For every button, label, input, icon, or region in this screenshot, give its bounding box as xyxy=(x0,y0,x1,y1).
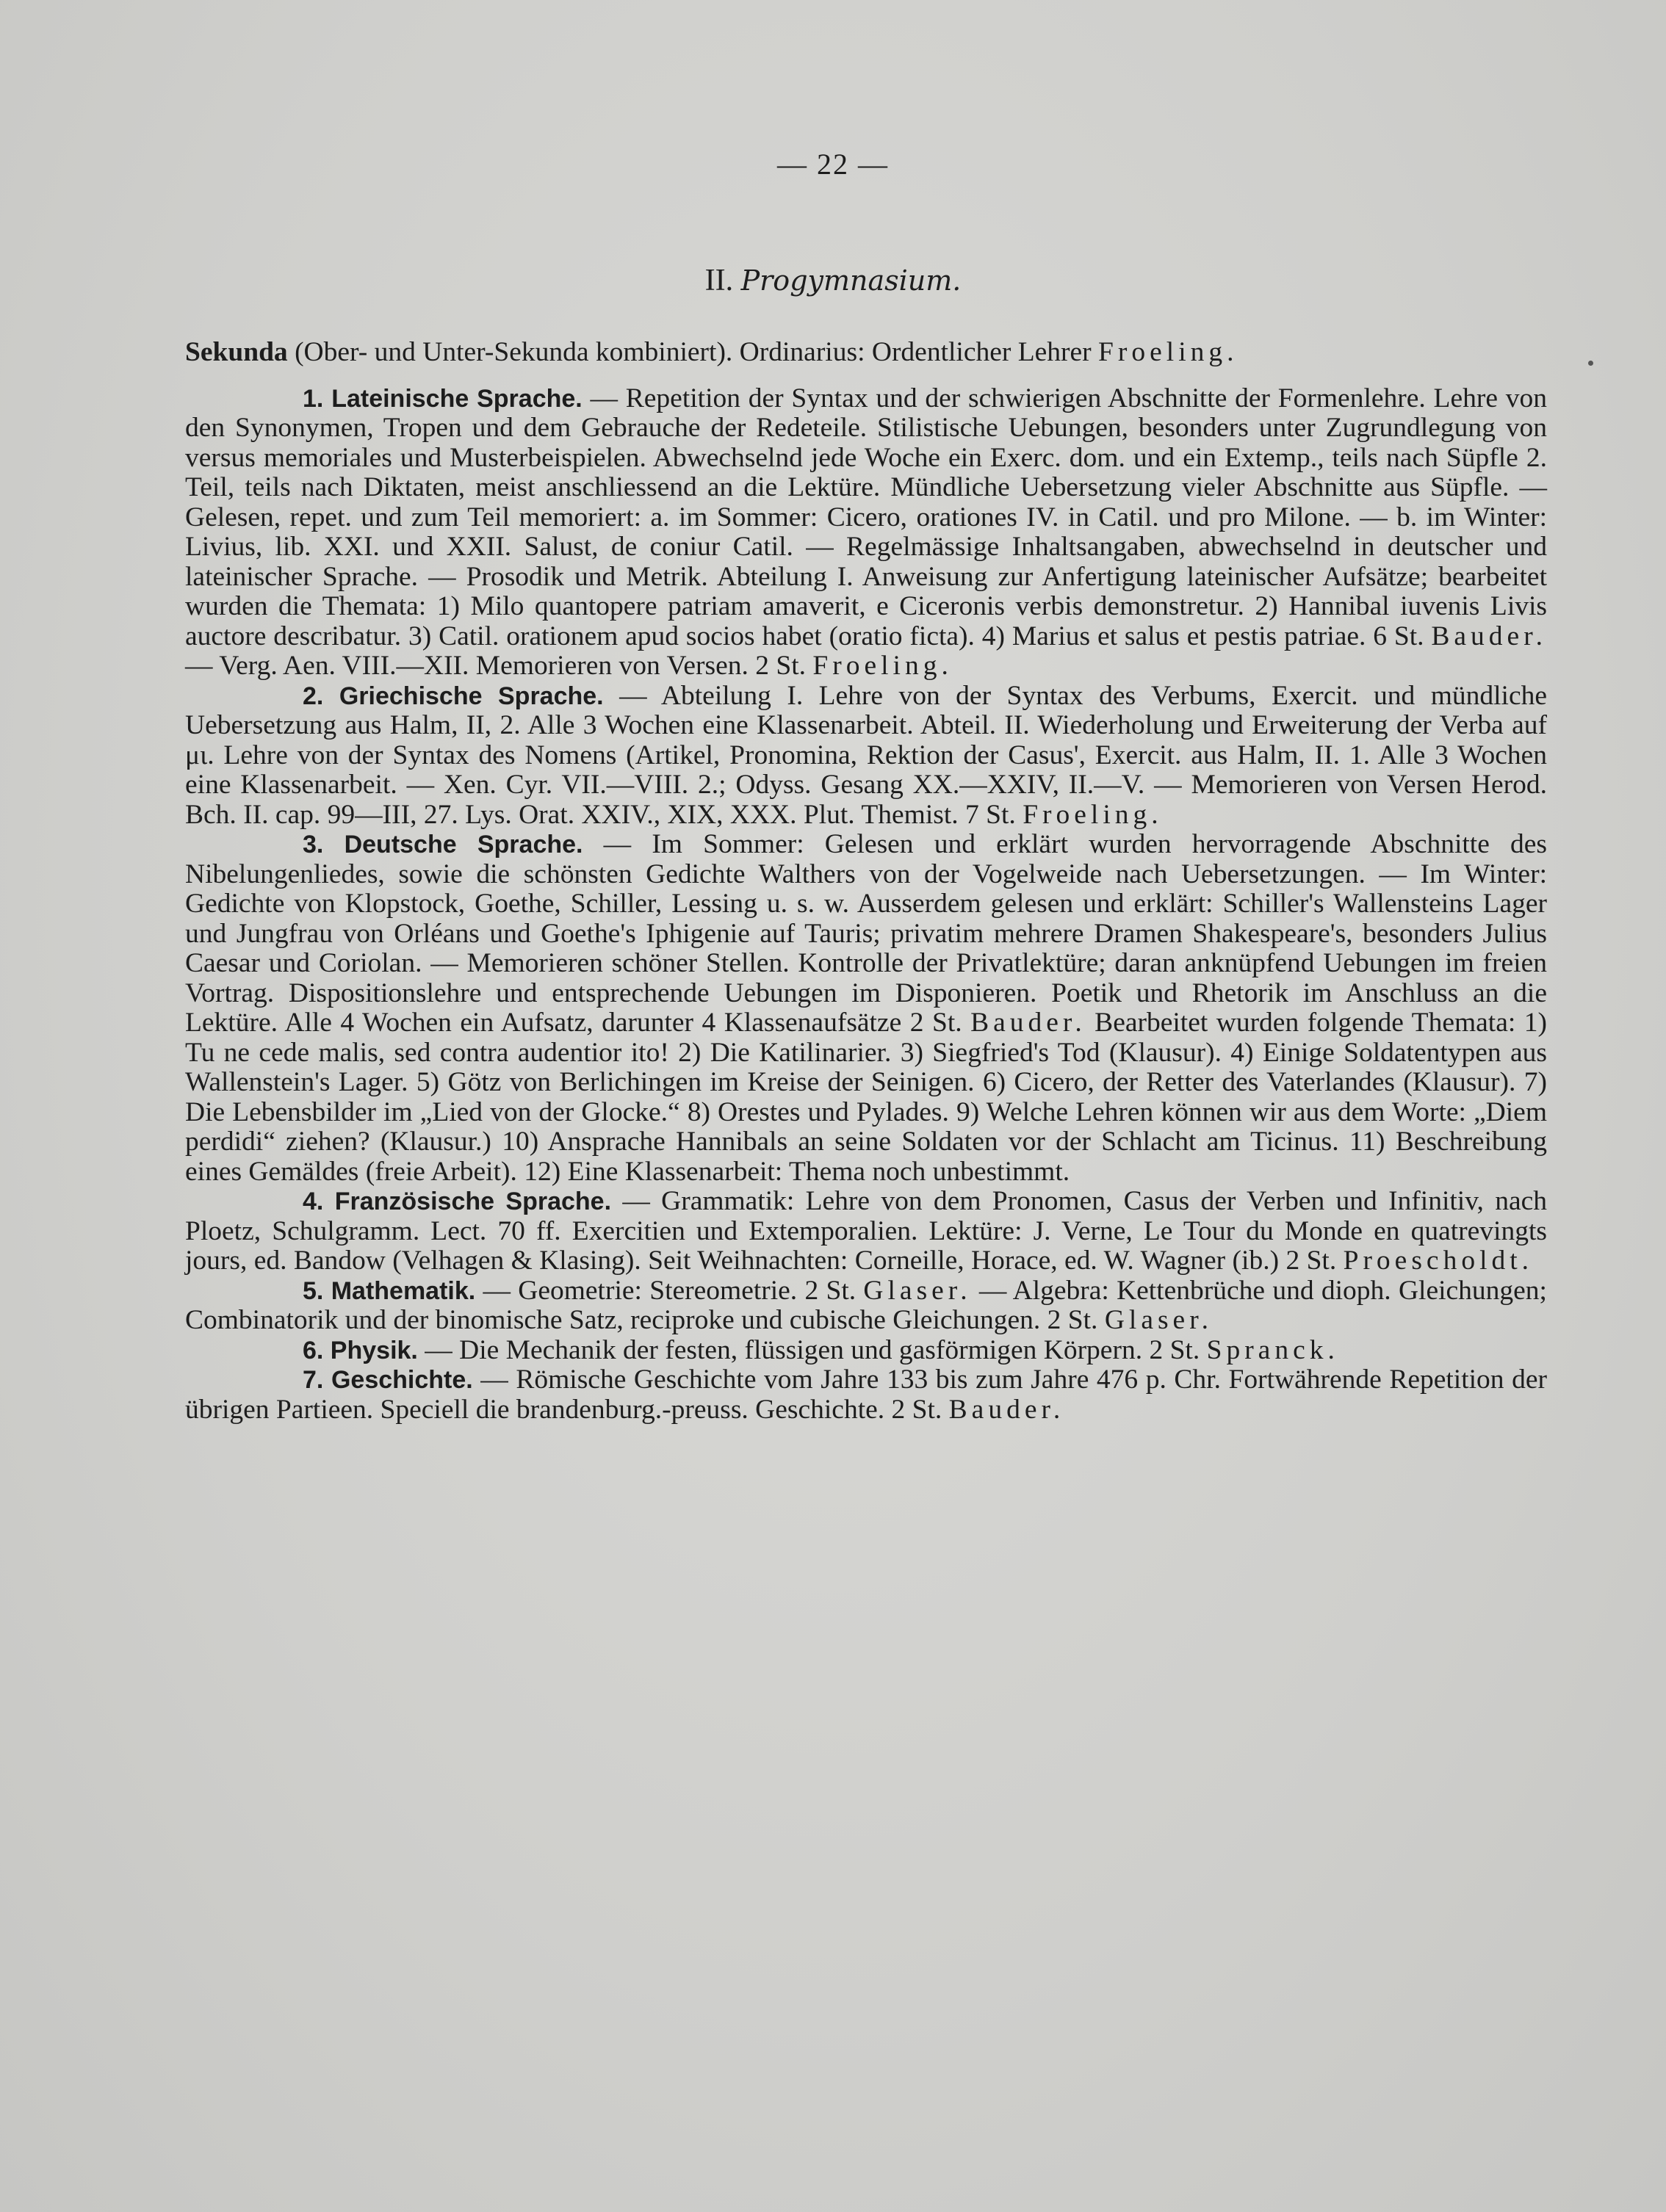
class-intro xyxy=(185,338,1547,368)
subject-latin: 1. Lateinische Sprache. — Repetition der Syntax und der schwierigen Abschnitte der Formenlehre. Lehre von den Synonymen, Tropen und dem Gebrauche der Redeteile. Stilistische Uebungen, besonders unter Zugrundlegung von versus memoriales und Musterbeispielen. Abwechselnd jede Woche ein Exerc. dom. und ein Extemp., teils nach Süpfle 2. Teil, teils nach Diktaten, meist anschliessend an die Lektüre. Mündliche Uebersetzung vieler Abschnitte aus Süpfle. — Gelesen, repet. und zum Teil memoriert: a. im Sommer: Cicero, orationes IV. in Catil. und pro Milone. — b. im Winter: Livius, lib. XXI. und XXII. Salust, de coniur Catil. — Regelmässige Inhaltsangaben, abwechselnd in deutscher und lateinischer Sprache. — Prosodik und Metrik. Abteilung I. Anweisung zur Anfertigung lateinischer Aufsätze; bearbeitet wurden die Themata: 1) Milo quantopere patriam amaverit, e Ciceronis verbis demonstretur. 2) Hannibal iuvenis Livis auctore describatur. 3) Catil. orationem apud socios habet (oratio ficta). 4) Marius et salus et pestis patriae. 6 St. Bauder. — Verg. Aen. VIII.—XII. Memorieren von Versen. 2 St. Froeling. xyxy=(185,383,1547,681)
teacher-name: Bauder. xyxy=(948,1394,1065,1425)
subject-french: 4. Französische Sprache. — Grammatik: Lehre von dem Pronomen, Casus der Verben und Infinitiv, nach Ploetz, Schulgramm. Lect. 70 ff. Exercitien und Extemporalien. Lektüre: J. Verne, Le Tour du Monde en quatrevingts jours, ed. Bandow (Velhagen & Klasing). Seit Weihnachten: Corneille, Horace, ed. W. Wagner (ib.) 2 St. Proescholdt. xyxy=(185,1186,1548,1276)
section-heading xyxy=(0,263,1666,298)
subject-heading: 1. Lateinische Sprache. xyxy=(303,384,583,413)
teacher-name: Spranck. xyxy=(1206,1334,1339,1365)
teacher-name: Glaser. xyxy=(863,1275,972,1306)
subject-physics: 6. Physik. — Die Mechanik der festen, flüssigen und gasförmigen Körpern. 2 St. Spranck. xyxy=(303,1334,1339,1365)
teacher-name: Glaser. xyxy=(1104,1305,1213,1335)
section-title: Progymnasium. xyxy=(740,264,962,297)
subject-heading: 5. Mathematik. xyxy=(303,1276,476,1305)
subject-heading: 2. Griechische Sprache. xyxy=(303,682,604,710)
body-text xyxy=(185,338,1547,1425)
class-name: Sekunda xyxy=(185,337,288,367)
teacher-name: Bauder. xyxy=(970,1008,1086,1038)
intro-text: (Ober- und Unter-Sekunda kombiniert). Ordinarius: Ordentlicher Lehrer xyxy=(287,337,1099,367)
intro-teacher: Froeling. xyxy=(1098,337,1238,367)
subject-heading: 6. Physik. xyxy=(303,1336,418,1365)
margin-mark xyxy=(1588,361,1593,366)
teacher-name: Proescholdt. xyxy=(1343,1246,1534,1276)
teacher-name: Bauder. xyxy=(1431,621,1547,651)
subject-heading: 3. Deutsche Sprache. xyxy=(303,831,583,859)
teacher-name: Froeling. xyxy=(812,651,953,681)
subject-heading: 4. Französische Sprache. xyxy=(303,1188,612,1215)
subject-german: 3. Deutsche Sprache. — Im Sommer: Gelesen und erklärt wurden hervorragende Abschnitte des Nibelungenliedes, sowie die schönsten Gedichte Walthers von der Vogelweide nach Uebersetzungen. — Im Winter: Gedichte von Klopstock, Goethe, Schiller, Lessing u. s. w. Ausserdem gelesen und erklärt: Schiller's Wallensteins Lager und Jungfrau von Orléans und Goethe's Iphigenie auf Tauris; privatim mehrere Dramen Shakespeare's, besonders Julius Caesar und Coriolan. — Memorieren schöner Stellen. Kontrolle der Privatlektüre; daran anknüpfend Uebungen im freien Vortrag. Dispositionslehre und entsprechende Uebungen im Disponieren. Poetik und Rhetorik im Anschluss an die Lektüre. Alle 4 Wochen ein Aufsatz, darunter 4 Klassenaufsätze 2 St. Bauder. Bearbeitet wurden folgende Themata: 1) Tu ne cede malis, sed contra audentior ito! 2) Die Katilinarier. 3) Siegfried's Tod (Klausur). 4) Einige Soldatentypen aus Wallenstein's Lager. 5) Götz von Berlichingen im Kreise der Seinigen. 6) Cicero, der Retter des Vaterlandes (Klausur). 7) Die Lebensbilder im „Lied von der Glocke.“ 8) Orestes und Pylades. 9) Welche Lehren können wir aus dem Worte: „Diem perdidi“ ziehen? (Klausur.) 10) Ansprache Hannibals an seine Soldaten vor der Schlacht am Ticinus. 11) Beschreibung eines Gemäldes (freie Arbeit). 12) Eine Klassenarbeit: Thema noch unbestimmt. xyxy=(185,829,1548,1187)
page-number: — 22 — xyxy=(777,148,889,181)
subject-history: 7. Geschichte. — Römische Geschichte vom Jahre 133 bis zum Jahre 476 p. Chr. Fortwährende Repetition der übrigen Partieen. Speciell die brandenburg.-preuss. Geschichte. 2 St. Bauder. xyxy=(185,1365,1547,1425)
subject-greek: 2. Griechische Sprache. — Abteilung I. Lehre von der Syntax des Verbums, Exercit. und mündliche Uebersetzung aus Halm, II, 2. Alle 3 Wochen eine Klassenarbeit. Abteil. II. Wiederholung und Erweiterung der Verba auf μι. Lehre von der Syntax des Nomens (Artikel, Pronomina, Rektion der Casus', Exercit. aus Halm, II. 1. Alle 3 Wochen eine Klassenarbeit. — Xen. Cyr. VII.—VIII. 2.; Odyss. Gesang XX.—XXIV, II.—V. — Memorieren von Versen Herod. Bch. II. cap. 99—III, 27. Lys. Orat. XXIV., XIX, XXX. Plut. Themist. 7 St. Froeling. xyxy=(185,680,1547,830)
teacher-name: Froeling. xyxy=(1023,799,1163,830)
subject-mathematics: 5. Mathematik. — Geometrie: Stereometrie. 2 St. Glaser. — Algebra: Kettenbrüche und dioph. Gleichungen; Combinatorik und der binomische Satz, reciproke und cubische Gleichungen. 2 St. Glaser. xyxy=(185,1275,1547,1335)
section-numeral: II. xyxy=(704,264,734,297)
subject-heading: 7. Geschichte. xyxy=(303,1366,473,1394)
